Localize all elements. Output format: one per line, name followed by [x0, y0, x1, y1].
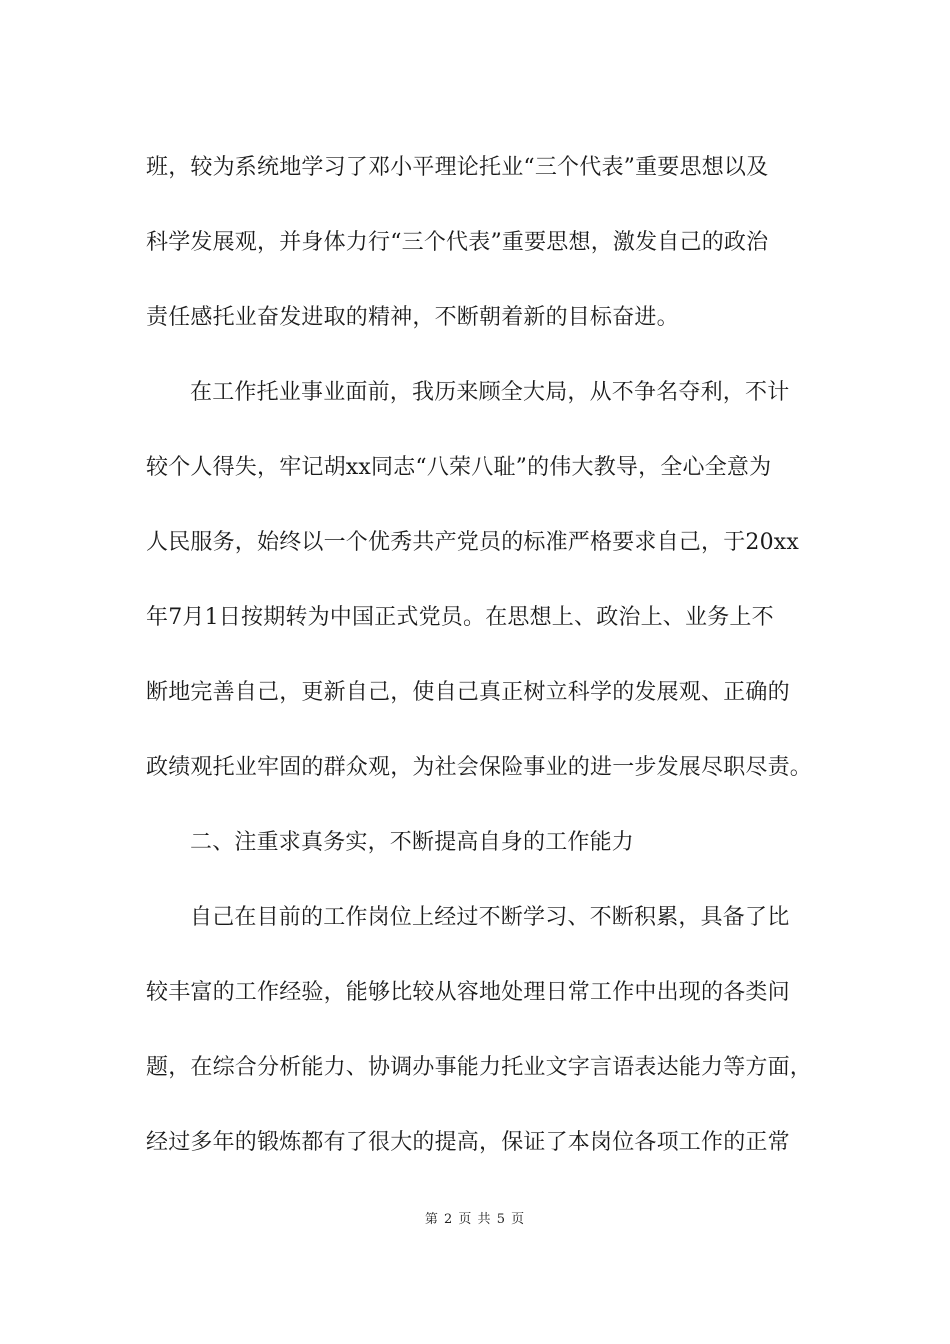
text-line: 年7月1日按期转为中国正式党员。在思想上、政治上、业务上不 [146, 605, 774, 630]
text-line: 题，在综合分析能力、协调办事能力托业文字言语表达能力等方面， [146, 1055, 813, 1080]
text-line: 较丰富的工作经验，能够比较从容地处理日常工作中出现的各类问 [146, 980, 790, 1005]
page-number-footer: 第 2 页 共 5 页 [424, 1212, 526, 1227]
text-line: 班，较为系统地学习了邓小平理论托业“三个代表”重要思想以及 [146, 155, 769, 180]
text-line: 科学发展观，并身体力行“三个代表”重要思想，激发自己的政治 [146, 230, 769, 255]
section-heading: 二、注重求真务实，不断提高自身的工作能力 [190, 830, 635, 855]
paragraph-start-line: 在工作托业事业面前，我历来顾全大局，从不争名夺利，不计 [190, 380, 790, 405]
text-line: 责任感托业奋发进取的精神，不断朝着新的目标奋进。 [146, 305, 679, 330]
text-line: 断地完善自己，更新自己，使自己真正树立科学的发展观、正确的 [146, 680, 790, 705]
paragraph-start-line: 自己在目前的工作岗位上经过不断学习、不断积累，具备了比 [190, 905, 790, 930]
text-line: 人民服务，始终以一个优秀共产党员的标准严格要求自己，于20xx [146, 530, 800, 555]
text-line: 较个人得失，牢记胡xx同志“八荣八耻”的伟大教导，全心全意为 [146, 455, 772, 480]
body-text [146, 130, 816, 1180]
text-line: 经过多年的锻炼都有了很大的提高，保证了本岗位各项工作的正常 [146, 1130, 790, 1155]
text-line: 政绩观托业牢固的群众观，为社会保险事业的进一步发展尽职尽责。 [146, 755, 813, 780]
